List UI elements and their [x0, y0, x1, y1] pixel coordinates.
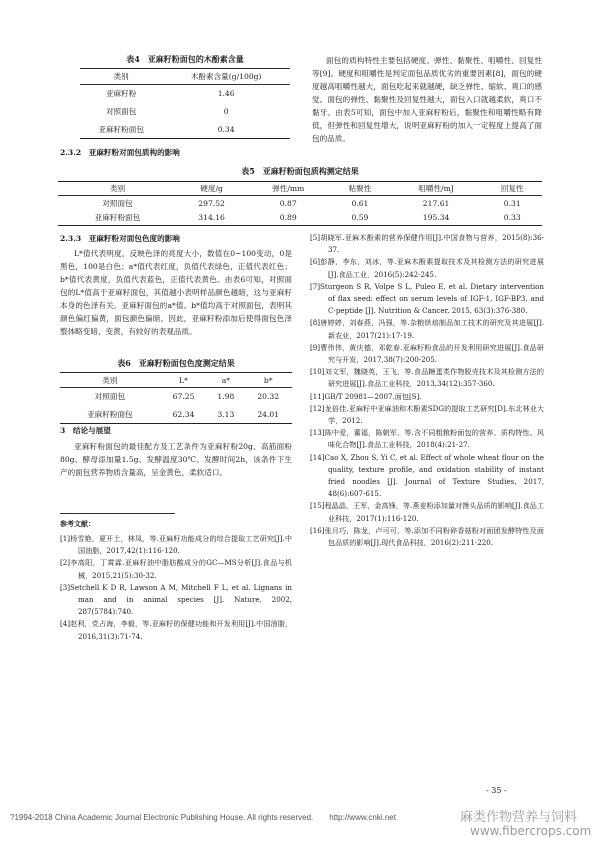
reference-item: [16]张月巧，陈龙，卢可可，等.添加不同粉碎香菇粉对面团发酵特性及面包品质的影响[J].现代食品科技，2016(2):211-220.	[310, 525, 544, 548]
table5-cell: 297.52	[198, 198, 225, 208]
table4-header: 木酚素含量(g/100g)	[190, 72, 262, 81]
conclusion	[60, 424, 292, 479]
page-number: - 35 -	[486, 786, 507, 795]
table6-grid	[60, 372, 292, 424]
section-233-text: L*值代表明度，反映色泽的亮度大小，数值在0~100变动，0是黑色，100是白色；a*值代表红度，负值代表绿色，正值代表红色；b*值代表黄度，负值代表蓝色，正值代表黄色。由表6可知，对照面包的L*值高于亚麻籽面包，其值越小表明样品颜色越暗，这与亚麻籽本身的色泽有关。亚麻籽面包的a*值、b*值均高于对照面包，表明其颜色偏红偏黄，面包颜色偏暗。因此，亚麻籽粉添加后使得面包色泽整体略变暗、变黄，有较好的表观品质。	[60, 249, 292, 336]
section-232-heading: 2.3.2 亚麻籽粉对面包质构的影响	[60, 148, 180, 157]
reference-item: [4]赵利，党占海，李毅，等.亚麻籽的保健功能和开发利用[J].中国油脂，2016,31(3):71-74.	[60, 619, 292, 641]
table6-cell: 对照面包	[94, 392, 126, 402]
table4-cell: 1.46	[217, 89, 235, 99]
reference-item: [9]曹伟伟，黄庆德，邓乾春.亚麻籽粉食品的开发利用研究进展[J].食品研究与开发，2017,38(7):200-205.	[310, 342, 544, 365]
table5-cell: 0.87	[279, 198, 297, 208]
table5-cell: 0.33	[503, 213, 521, 223]
watermark-url: www.fibercrops.com	[470, 824, 592, 838]
table5-grid	[58, 181, 542, 226]
table4-grid	[80, 68, 290, 139]
table5-header: 回复性	[500, 184, 524, 193]
conclusion-text: 亚麻籽粉面包的最佳配方及工艺条件为亚麻籽粉20g、高筋面粉80g、酵母添加量1.5g、发酵温度30℃、发酵时间2h，该条件下生产的面包营养物质含量高，呈金黄色，柔软适口。	[60, 442, 292, 477]
table4-cell: 亚麻籽粉	[105, 89, 137, 99]
table5-header: 硬度/g	[200, 184, 223, 193]
references-divider	[60, 513, 175, 514]
texture-text: 面包的质构特性主要包括硬度、弹性、黏聚性、咀嚼性、回复性等[9]。硬度和咀嚼性是判定面包品质优劣的重要因素[8]，面包的硬度越高咀嚼性越大，面包吃起来就越硬，缺乏弹性、缩软、爽口的感觉。面包的弹性、黏聚性及回复性越大，面包入口就越柔软，爽口不黏牙。由表5可知，面包中加入亚麻籽粉后，黏聚性和咀嚼性略有降低，但弹性和回复性增大，说明亚麻籽粉的加入一定程度上提高了面包的品质。	[312, 56, 542, 143]
table5-header: 弹性/mm	[272, 184, 305, 193]
reference-item: [7]Sturgeon S R, Volpe S L, Puleo E, et al. Dietary intervention of flax seed: effect on serum levels of IGF-1, IGF-BP3, and C-peptide [J]. Nutrition & Cancer, 2015, 63(3):376-380.	[310, 281, 544, 316]
table5-caption: 表5 亚麻籽粉面包质构测定结果	[241, 166, 359, 176]
reference-item: [14]Cao X, Zhou S, Yi C, et al. Effect of whole wheat flour on the quality, texture profile, and oxidation stability of instant fried noodles [J]. Journal of Texture Studies, 2017, 48(6):607-615.	[310, 452, 544, 499]
reference-item: [8]唐婷婷，刘春燕，冯强，等.杂粮烘焙制品加工技术的研究及其进展[J].新农业，2017(21):17-19.	[310, 318, 544, 340]
references-right	[310, 232, 544, 549]
table6-cell: 20.32	[257, 392, 280, 402]
table5-cell: 0.31	[503, 198, 521, 208]
references-heading: 参考文献：	[60, 519, 95, 528]
table5-header: 咀嚼性/mJ	[418, 184, 454, 193]
reference-item: [11]GB/T 20981—2007.面包[S].	[310, 391, 422, 401]
table6-header: L*	[179, 375, 188, 385]
table6-cell: 亚麻籽粉面包	[87, 409, 133, 419]
reference-item: [1]杨雪艳，夏开土，林凤，等.亚麻籽功能成分的综合提取工艺研究[J].中国油脂，2017,42(1):116-120.	[60, 534, 292, 556]
table6-cell: 24.01	[257, 409, 280, 419]
table5-cell: 0.89	[279, 213, 297, 223]
table6-header: b*	[263, 375, 273, 385]
conclusion-heading: 3 结论与展望	[60, 426, 111, 435]
table6-cell: 1.98	[217, 392, 235, 402]
copyright-footer: ?1994-2018 China Academic Journal Electronic Publishing House. All rights reserved. http://www.cnki.net	[10, 813, 396, 822]
table5-cell: 0.59	[351, 213, 369, 223]
table5	[58, 166, 542, 226]
reference-item: [12]龙倍佳.亚麻籽中亚麻油和木酚素SDG的提取工艺研究[D].东北林业大学，2012.	[310, 403, 544, 426]
table4-cell: 亚麻籽粉面包	[98, 124, 144, 134]
texture-paragraph	[312, 54, 542, 145]
table5-cell: 314.16	[198, 213, 225, 223]
table6-cell: 3.13	[217, 409, 235, 419]
reference-item: [15]程晶晶，王军，金高锋，等.燕麦粉添加量对馒头品质的影响[J].食品工业科技，2017(1):116-120.	[310, 501, 544, 523]
watermark-chinese: 麻类作物营养与饲料	[460, 810, 578, 825]
table6-header: 类别	[102, 375, 118, 385]
table5-header: 粘聚性	[348, 184, 372, 193]
table5-cell: 亚麻籽粉面包	[94, 213, 141, 223]
table4	[80, 54, 290, 139]
reference-item: [3]Setchell K D R, Lawson A M, Mitchell F L, et al. Lignans in man and in animal species [J]. Nature, 2002, 287(5784):740.	[60, 582, 292, 617]
reference-item: [10]刘文军，魏晓英，王飞，等.食品糖蛋类作物脱壳技术及其检测方法的研究进展[J].食品工业科技，2013,34(12):357-360.	[310, 367, 544, 389]
color-section	[60, 232, 292, 338]
table5-cell: 0.61	[351, 198, 369, 208]
reference-item: [13]陈中爱，董福，陈朝军，等.含不同粗粮粉面包的营养、质构特性、风味化合物[J].食品工业科技，2018(4):21-27.	[310, 428, 544, 450]
table6-header: a*	[221, 375, 231, 385]
table4-cell: 0	[223, 107, 229, 116]
table5-header: 类别	[109, 184, 126, 193]
table6-cell: 62.34	[172, 409, 195, 419]
section-233-heading: 2.3.3 亚麻籽粉对面包色度的影响	[60, 234, 180, 243]
table5-cell: 217.61	[422, 198, 450, 208]
reference-item: [5]胡晓军.亚麻木酚素的营养保健作用[J].中国食物与营养，2015(8):36-37.	[310, 233, 544, 255]
table6	[60, 358, 292, 424]
reference-item: [2]李高阳，丁霄霖.亚麻籽油中脂肪酸成分的GC—MS分析[J].食品与机械，2015,21(5):30-32.	[60, 558, 292, 580]
table4-cell: 对照面包	[105, 107, 137, 116]
table4-header: 类别	[113, 72, 129, 81]
references-left	[60, 518, 292, 643]
table6-caption: 表6 亚麻籽粉面包色度测定结果	[117, 358, 235, 368]
table4-cell: 0.34	[217, 124, 235, 134]
table6-cell: 67.25	[172, 392, 195, 402]
reference-item: [6]彭静，李东，刘冰，等.亚麻木酚素提取技术及其检测方法的研究进展[J].食品工业，2016(5):242-245.	[310, 257, 544, 279]
table4-caption: 表4 亚麻籽粉面包的木酚素含量	[126, 54, 244, 64]
table5-cell: 对照面包	[102, 198, 133, 208]
table5-cell: 195.34	[422, 213, 450, 223]
